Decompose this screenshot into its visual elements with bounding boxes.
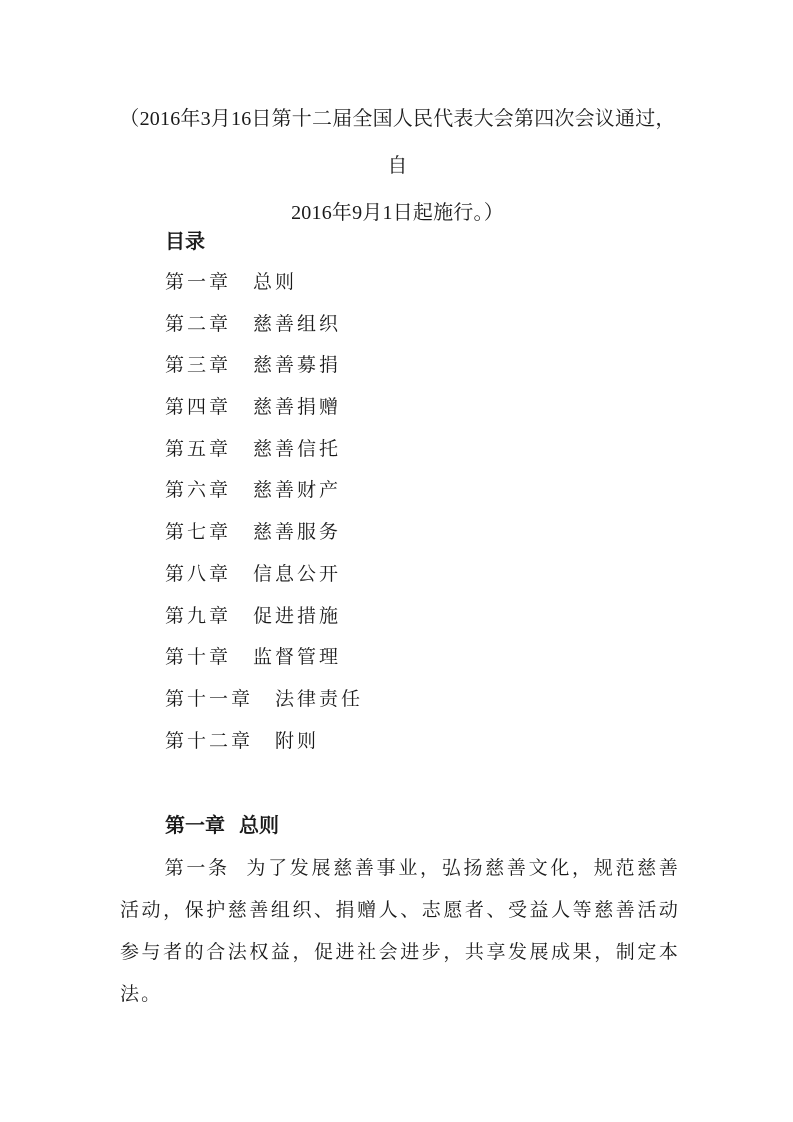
toc-item [165,433,363,475]
article-paragraph [120,847,680,1015]
toc-item [165,266,363,308]
toc-item-number: 第九章 [165,604,232,627]
toc-item-number: 第二章 [165,312,232,335]
toc-item [165,349,363,391]
toc-item-name: 慈善信托 [253,437,342,460]
toc-item-number: 第一章 [165,271,232,293]
enactment-note [110,96,685,237]
chapter-heading [165,810,279,840]
toc-item [165,516,363,558]
toc-item-name: 监督管理 [253,646,342,669]
toc-item-name: 慈善服务 [253,521,342,544]
article-text: 为了发展慈善事业，弘扬慈善文化，规范慈善活动，保护慈善组织、捐赠人、志愿者、受益人等慈善活动参与者的合法权益，促进社会进步，共享发展成果，制定本法。 [120,857,680,1005]
toc-item-name: 慈善财产 [253,479,342,502]
toc-item-number: 第七章 [165,521,232,544]
toc-item-number: 第十一章 [165,687,254,710]
toc-item [165,725,363,767]
toc-title: 目录 [165,229,205,253]
chapter-number: 第一章 [165,813,225,837]
chapter-name: 总则 [239,813,279,837]
toc-item-name: 总则 [253,271,298,293]
toc-item [165,474,363,516]
enactment-note-line-2: 2016年9月1日起施行。） [291,202,504,224]
table-of-contents [165,266,363,766]
toc-item-name: 附则 [275,729,320,752]
enactment-note-line-1: （2016年3月16日第十二届全国人民代表大会第四次会议通过，自 [119,108,676,177]
toc-item-name: 慈善组织 [253,312,342,335]
article-label: 第一条 [164,857,230,879]
toc-item [165,558,363,600]
toc-item [165,391,363,433]
toc-item-name: 慈善捐赠 [253,396,342,419]
toc-item [165,600,363,642]
toc-item-name: 促进措施 [253,604,342,627]
toc-item [165,308,363,350]
toc-item-number: 第十二章 [165,729,254,752]
toc-item-number: 第四章 [165,396,232,419]
toc-item-name: 信息公开 [253,562,342,585]
toc-item [165,683,363,725]
toc-item-number: 第五章 [165,437,232,460]
toc-item-number: 第十章 [165,646,232,669]
toc-item-name: 慈善募捐 [253,354,342,377]
toc-item-number: 第三章 [165,354,232,377]
toc-item-number: 第八章 [165,562,232,585]
toc-item [165,641,363,683]
toc-item-name: 法律责任 [275,687,364,710]
toc-item-number: 第六章 [165,479,232,502]
